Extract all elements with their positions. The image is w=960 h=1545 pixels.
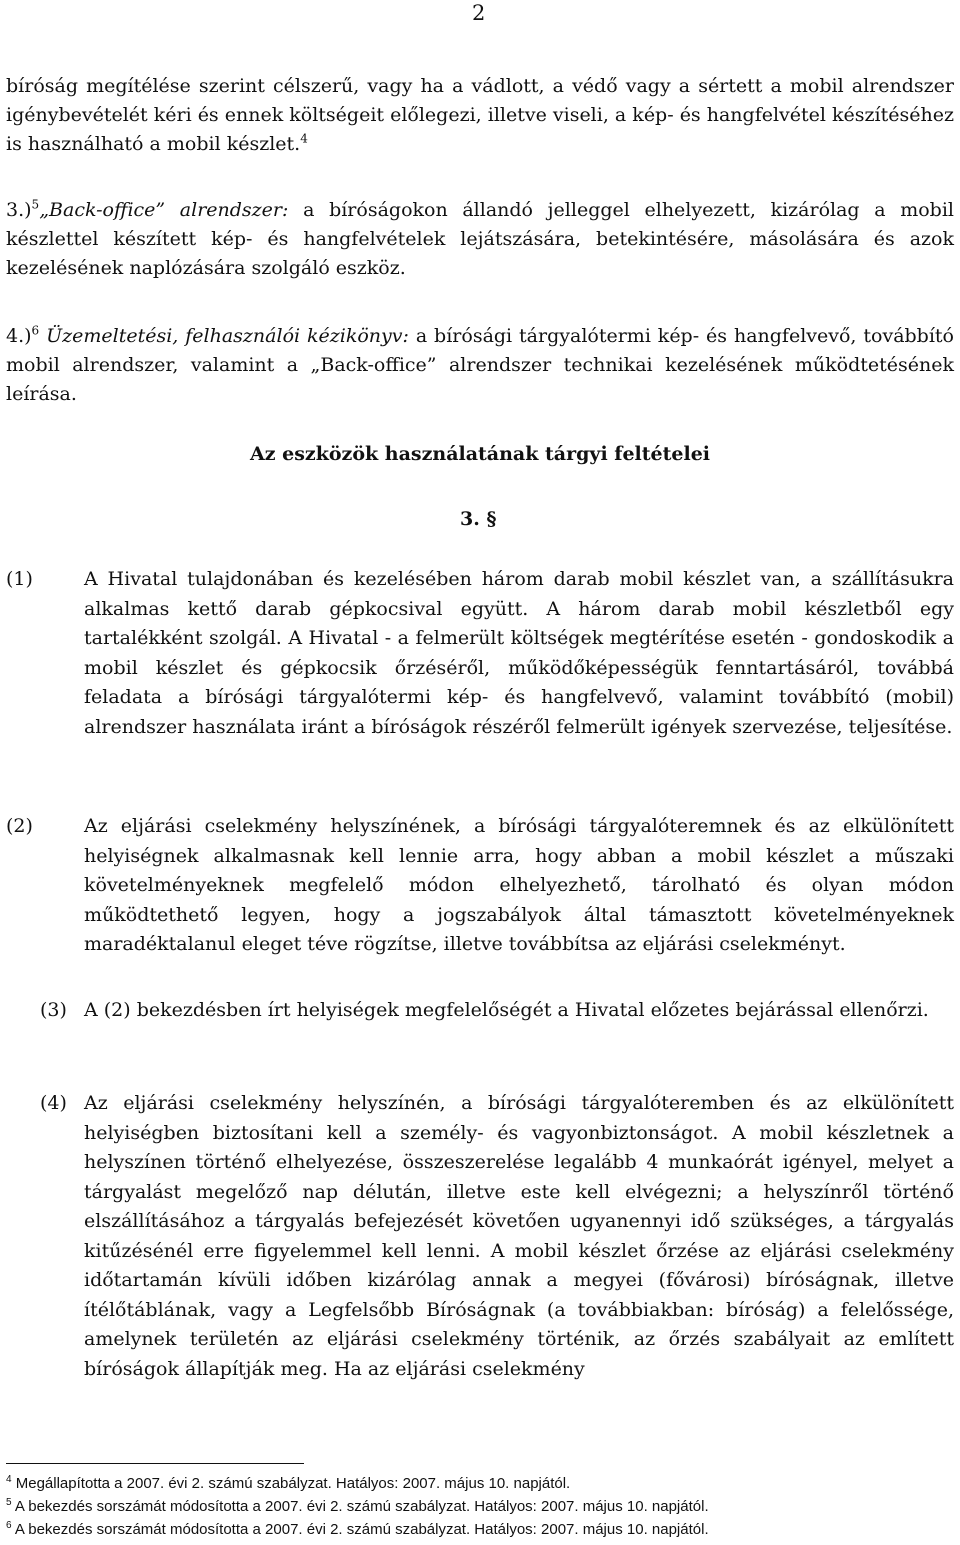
list-item-1 [6, 565, 954, 775]
footnote-separator [6, 1463, 304, 1464]
item-2-number: (2) [6, 815, 33, 837]
footnote-ref-4[interactable]: 4 [300, 131, 308, 146]
list-item-2 [6, 812, 954, 962]
footnote-4-text: Megállapította a 2007. évi 2. számú szabályzat. Hatályos: 2007. május 10. napjától. [15, 1475, 571, 1492]
definition-4 [6, 322, 954, 409]
definition-4-term: Üzemeltetési, felhasználói kézikönyv: [46, 325, 409, 347]
footnote-5 [6, 1497, 954, 1516]
item-3-number: (3) [40, 999, 67, 1021]
item-3-text: A (2) bekezdésben írt helyiségek megfelelőségét a Hivatal előzetes bejárással ellenőrzi. [84, 999, 929, 1021]
footnote-ref-5[interactable]: 5 [31, 197, 40, 212]
item-1-number: (1) [6, 568, 33, 590]
footnote-ref-6[interactable]: 6 [31, 323, 40, 338]
item-4-text: Az eljárási cselekmény helyszínén, a bírósági tárgyalóteremben és az elkülönített helyiségben biztosítani kell a személy- és vagyonbiztonságot. A mobil készletnek a helyszínen történő elhelyezése, összeszerelése legalább 4 munkaórát igényel, melyet a tárgyalást megelőző nap délután, illetve este kell elvégezni; a helyszínről történő elszállításához a tárgyalás befejezését követően ugyanennyi idő szükséges, a tárgyalás kitűzésénél erre figyelemmel kell lenni. A mobil készlet őrzése az eljárási cselekmény időtartamán kívüli időben kizárólag annak a megyei (fővárosi) bíróságnak, illetve ítélőtáblának, vagy a Legfelsőbb Bíróságnak (a továbbiakban: bíróság) a felelőssége, amelynek területén az eljárási cselekmény történik, az őrzés szabályait az említett bíróságok állapítják meg. Ha az eljárási cselekmény [84, 1092, 954, 1380]
definition-3-text: a bíróságokon állandó jelleggel elhelyezett, kizárólag a mobil készlettel készített kép- és hangfelvételek lejátszására, betekintésére, másolására és azok kezelésének naplózására szolgáló eszköz. [6, 199, 955, 279]
footnote-4 [6, 1474, 954, 1493]
page-number: 2 [472, 1, 486, 25]
item-1-text: A Hivatal tulajdonában és kezelésében három darab mobil készlet van, a szállításukra alkalmas kettő darab gépkocsival együtt. A három darab mobil készletből egy tartalékként szolgál. A Hivatal - a felmerült költségek megtérítése esetén - gondoskodik a mobil készlet és gépkocsik őrzéséről, működőképességük fenntartásáról, továbbá feladata a bírósági tárgyalótermi kép- és hangfelvevő, valamint továbbító (mobil) alrendszer használata iránt a bíróságok részéről felmerült igények szervezése, teljesítése. [84, 568, 954, 738]
footnote-5-text: A bekezdés sorszámát módosította a 2007. évi 2. számú szabályzat. Hatályos: 2007. május 10. napjától. [14, 1498, 709, 1515]
definition-3-term: „Back-office” alrendszer: [39, 199, 289, 221]
item-4-number: (4) [40, 1092, 67, 1114]
footnote-6-text: A bekezdés sorszámát módosította a 2007. évi 2. számú szabályzat. Hatályos: 2007. május 10. napjától. [14, 1521, 709, 1538]
definition-4-text: a bírósági tárgyalótermi kép- és hangfelvevő, továbbító mobil alrendszer, valamint a „Back-office” alrendszer technikai kezelésének működtetésének leírása. [6, 325, 954, 405]
footnote-6 [6, 1520, 954, 1539]
list-item-3 [40, 996, 954, 1056]
definition-3 [6, 196, 954, 283]
definition-4-number: 4.) [6, 325, 32, 347]
footnote-5-number: 5 [6, 1497, 12, 1508]
intro-text: bíróság megítélése szerint célszerű, vagy ha a vádlott, a védő vagy a sértett a mobil alrendszer igénybevételét kéri és ennek költségeit előlegezi, illetve viseli, a kép- és hangfelvétel készítéséhez is használható a mobil készlet. [6, 75, 954, 155]
footnote-6-number: 6 [6, 1520, 12, 1531]
section-heading: Az eszközök használatának tárgyi feltételei [249, 443, 711, 465]
item-2-text: Az eljárási cselekmény helyszínének, a bírósági tárgyalóteremnek és az elkülönített helyiségnek alkalmasnak kell lennie arra, hogy abban a mobil készlet a műszaki követelményeknek megfelelő módon elhelyezhető, tárolható és olyan módon működtethető legyen, hogy a jogszabályok által támasztott követelményeknek maradéktalanul eleget téve rögzítse, illetve továbbítsa az eljárási cselekményt. [84, 815, 954, 955]
definition-3-number: 3.) [6, 199, 32, 221]
section-number: 3. § [460, 508, 497, 530]
list-item-4 [40, 1089, 954, 1389]
footnote-4-number: 4 [6, 1474, 12, 1485]
intro-paragraph [6, 72, 954, 159]
